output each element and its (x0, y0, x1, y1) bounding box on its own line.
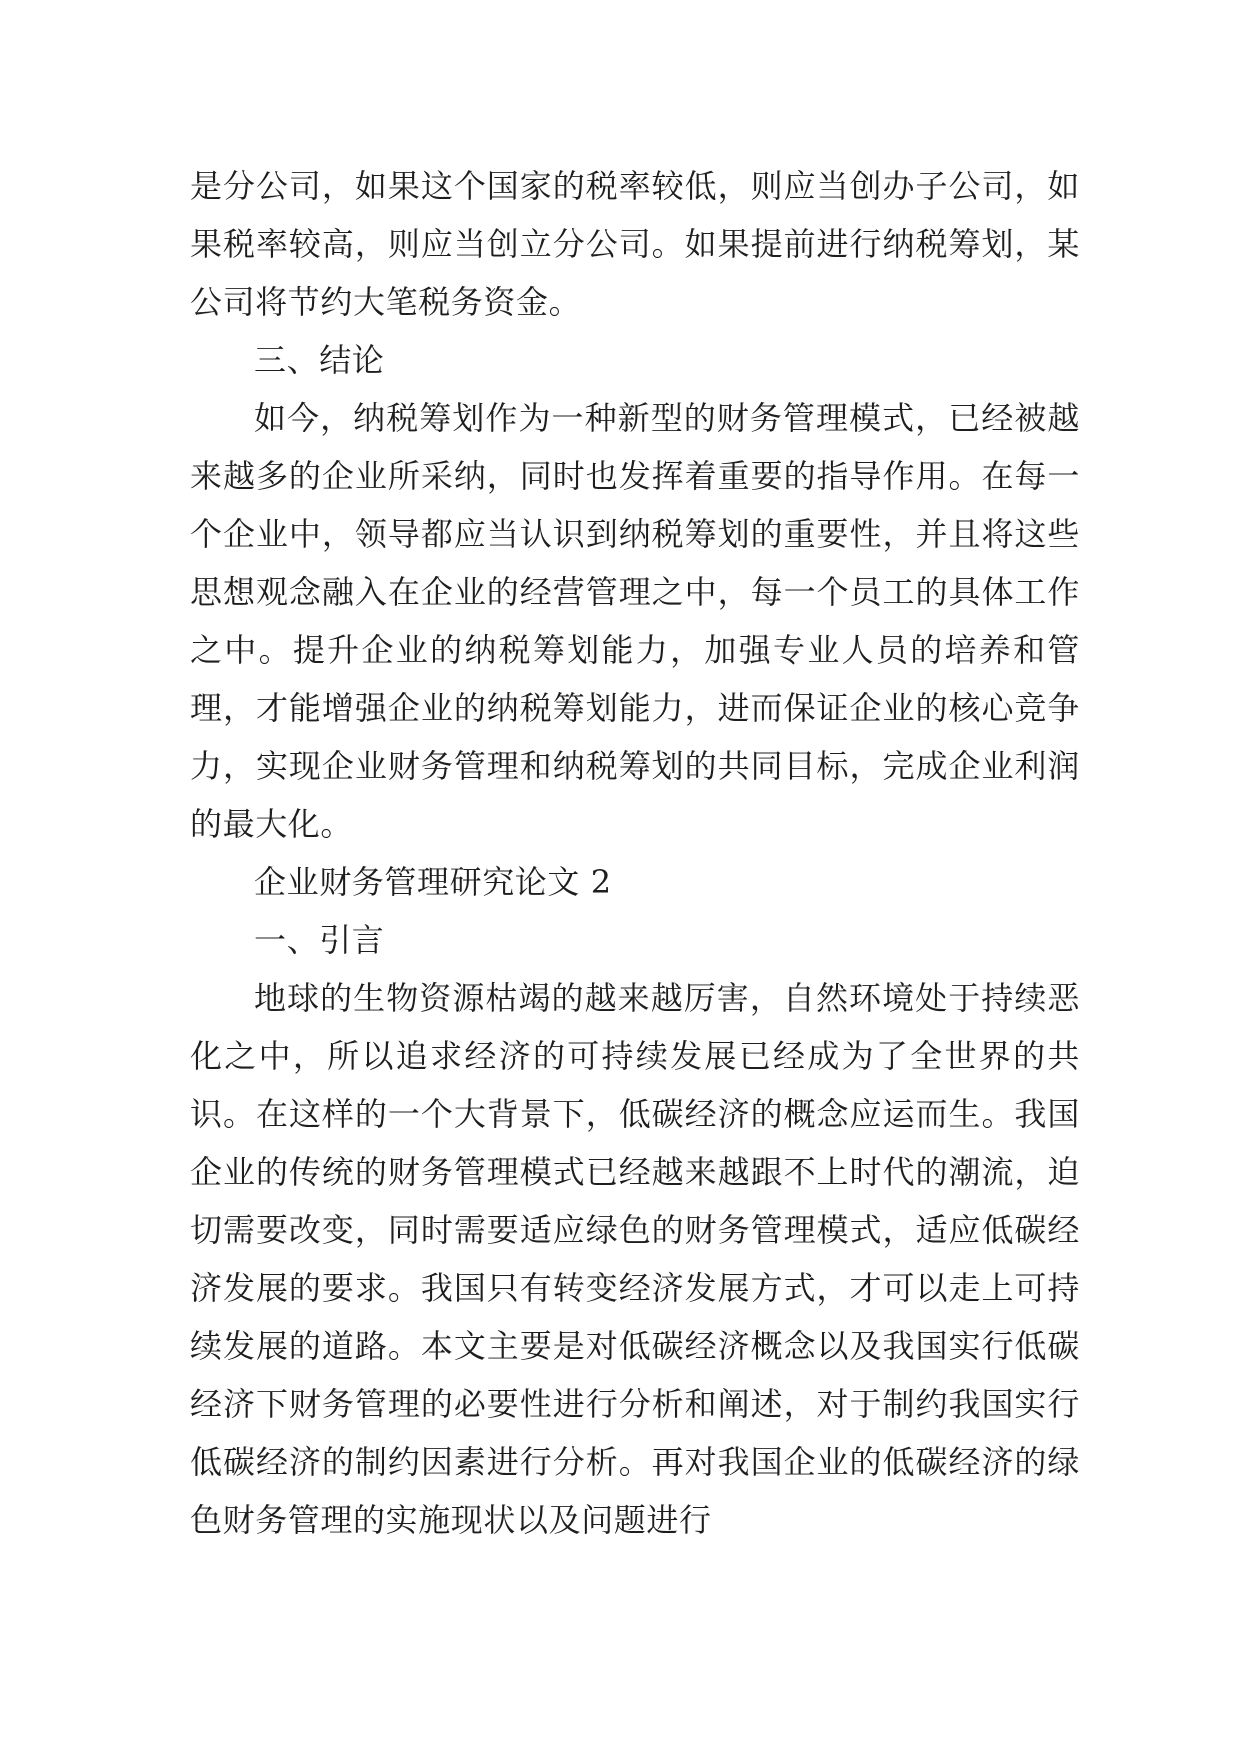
paragraph-continuation: 是分公司，如果这个国家的税率较低，则应当创办子公司，如果税率较高，则应当创立分公司。如果提前进行纳税筹划，某公司将节约大笔税务资金。 (190, 167, 1080, 321)
essay-title-2: 企业财务管理研究论文 2 (254, 863, 612, 901)
paragraph-conclusion: 如今，纳税筹划作为一种新型的财务管理模式，已经被越来越多的企业所采纳，同时也发挥着重要的指导作用。在每一个企业中，领导都应当认识到纳税筹划的重要性，并且将这些思想观念融入在企业的经营管理之中，每一个员工的具体工作之中。提升企业的纳税筹划能力，加强专业人员的培养和管理，才能增强企业的纳税筹划能力，进而保证企业的核心竞争力，实现企业财务管理和纳税筹划的共同目标，完成企业利润的最大化。 (190, 399, 1080, 843)
paragraph-introduction: 地球的生物资源枯竭的越来越厉害，自然环境处于持续恶化之中，所以追求经济的可持续发展已经成为了全世界的共识。在这样的一个大背景下，低碳经济的概念应运而生。我国企业的传统的财务管理模式已经越来越跟不上时代的潮流，迫切需要改变，同时需要适应绿色的财务管理模式，适应低碳经济发展的要求。我国只有转变经济发展方式，才可以走上可持续发展的道路。本文主要是对低碳经济概念以及我国实行低碳经济下财务管理的必要性进行分析和阐述，对于制约我国实行低碳经济的制约因素进行分析。再对我国企业的低碳经济的绿色财务管理的实施现状以及问题进行 (190, 979, 1080, 1539)
section-heading-conclusion: 三、结论 (254, 341, 385, 379)
document-body (190, 157, 1080, 1549)
section-heading-introduction: 一、引言 (254, 921, 385, 959)
